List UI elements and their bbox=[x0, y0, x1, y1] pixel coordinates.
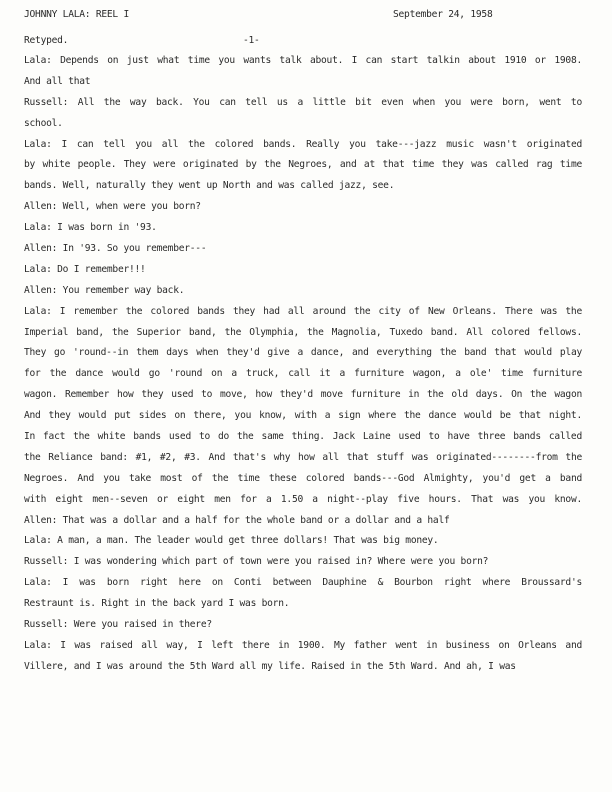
transcript-line: by white people. They were originated by the Negroes, and at that time they was called rag time bbox=[24, 159, 582, 171]
transcript-line: Lala: I was raised all way, I left there in 1900. My father went in business on Orleans and bbox=[24, 639, 582, 651]
transcript-line: Lala: I was born in '93. bbox=[24, 222, 157, 234]
transcript-line: the Reliance band: #1, #2, #3. And that's why how all that stuff was originated--------from the bbox=[24, 451, 582, 463]
transcript-line: wagon. Remember how they used to move, how they'd move furniture in the old days. On the wagon bbox=[24, 389, 582, 401]
transcript-line: And they would put sides on there, you know, with a sign where the dance would be that night. bbox=[24, 410, 582, 422]
transcript-line: bands. Well, naturally they went up North and was called jazz, see. bbox=[24, 180, 395, 192]
document-title: JOHNNY LALA: REEL I bbox=[24, 9, 129, 20]
document-date: September 24, 1958 bbox=[393, 9, 493, 20]
transcript-line: Russell: All the way back. You can tell us a little bit even when you were born, went to bbox=[24, 96, 582, 108]
transcript-line: Negroes. And you take most of the time these colored bands---God Almighty, you'd get a band bbox=[24, 472, 582, 484]
transcript-line: Lala: Depends on just what time you wants talk about. I can start talkin about 1910 or 1908. bbox=[24, 55, 582, 66]
transcript-line: Allen: That was a dollar and a half for the whole band or a dollar and a half bbox=[24, 514, 450, 526]
transcript-line: Lala: I was born right here on Conti between Dauphine & Bourbon right where Broussard's bbox=[24, 577, 582, 589]
transcript-line: with eight men--seven or eight men for a 1.50 a night--play five hours. That was you know. bbox=[24, 493, 582, 505]
transcript-line: Allen: In '93. So you remember--- bbox=[24, 243, 207, 255]
transcript-line: Russell: Were you raised in there? bbox=[24, 619, 212, 631]
transcript-line: Russell: I was wondering which part of town were you raised in? Where were you born? bbox=[24, 556, 489, 568]
transcript-line: Allen: You remember way back. bbox=[24, 284, 185, 296]
transcript-line: Villere, and I was around the 5th Ward all my life. Raised in the 5th Ward. And ah, I was bbox=[24, 660, 516, 672]
transcript-line: Allen: Well, when were you born? bbox=[24, 201, 201, 213]
transcript-line: Lala: A man, a man. The leader would get three dollars! That was big money. bbox=[24, 535, 439, 547]
retyped-note: Retyped. bbox=[24, 35, 69, 46]
transcript-line: Imperial band, the Superior band, the Olymphia, the Magnolia, Tuxedo band. All colored fellows. bbox=[24, 326, 582, 338]
transcript-line: And all that bbox=[24, 75, 91, 87]
transcript-line: In fact the white bands used to do the same thing. Jack Laine used to have three bands called bbox=[24, 431, 582, 443]
transcript-line: school. bbox=[24, 117, 63, 129]
transcript-body bbox=[24, 51, 582, 678]
transcript-line: They go 'round--in them days when they'd give a dance, and everything the band that would play bbox=[24, 347, 582, 359]
transcript-line: for the dance would go 'round on a truck, call it a furniture wagon, a ole' time furniture bbox=[24, 368, 582, 380]
page-number: -1- bbox=[243, 35, 260, 46]
transcript-line: Restraunt is. Right in the back yard I was born. bbox=[24, 598, 290, 610]
transcript-line: Lala: Do I remember!!! bbox=[24, 263, 146, 275]
transcript-line: Lala: I can tell you all the colored bands. Really you take---jazz music wasn't originated bbox=[24, 138, 582, 150]
transcript-line: Lala: I remember the colored bands they had all around the city of New Orleans. There was the bbox=[24, 305, 582, 317]
